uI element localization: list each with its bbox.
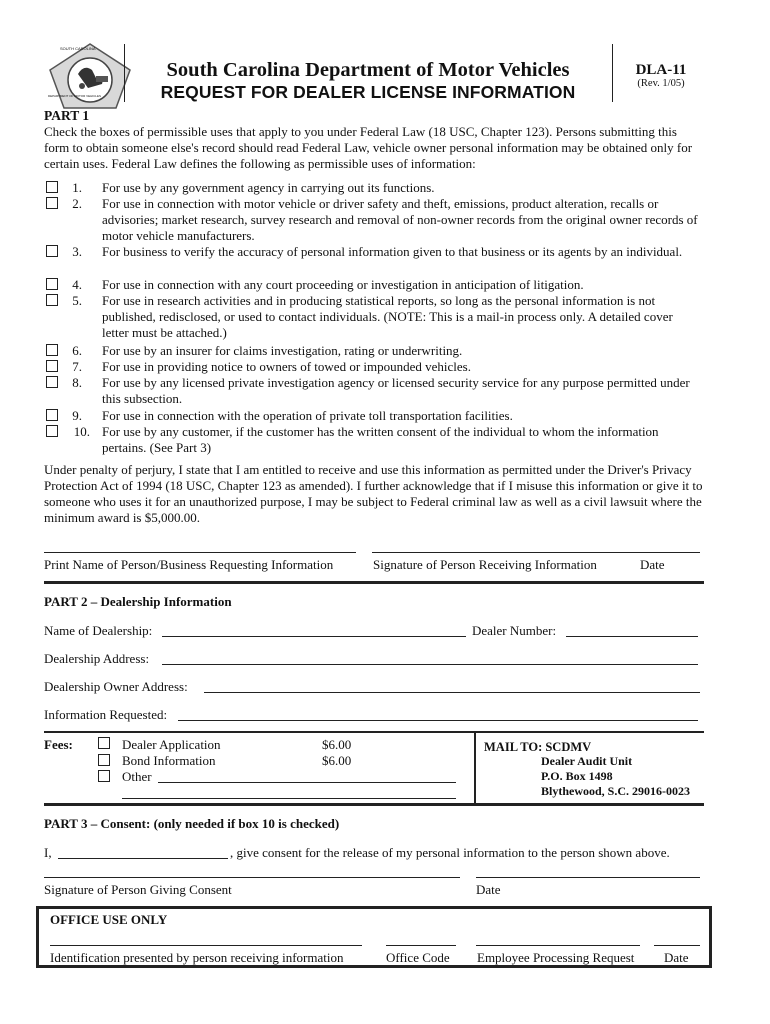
item-number: 7. [72,359,82,374]
permissible-use-10: For use by any customer, if the customer has the written consent of the individual to whom the information pertains. (See Part 3) [102,424,659,455]
item-number: 9. [72,408,82,423]
item-number: 3. [72,244,82,259]
checkbox-use-7[interactable] [46,360,58,372]
info-requested-label: Information Requested: [44,707,168,722]
fee-dealer-application: Dealer Application [122,737,221,752]
consent-date-label: Date [476,882,501,897]
office-date-line[interactable] [654,945,700,946]
fee-amount-application: $6.00 [322,737,352,752]
print-name-line[interactable] [44,552,356,553]
checkbox-use-5[interactable] [46,294,58,306]
print-name-label: Print Name of Person/Business Requesting Information [44,557,334,572]
info-requested-field[interactable] [178,720,698,721]
item-number: 6. [72,343,82,358]
permissible-use-4: For use in connection with any court proceeding or investigation in anticipation of litigation. [102,277,584,292]
other-field-line2[interactable] [122,798,456,799]
permissible-use-2: For use in connection with motor vehicle or driver safety and theft, emissions, product alteration, recalls or advisories; market research, survey research and removal of non-owner records from the original owner records of motor vehicle manufacturers. [102,196,698,243]
fees-label: Fees: [44,737,73,752]
fee-amount-bond: $6.00 [322,753,352,768]
permissible-use-3: For business to verify the accuracy of personal information given to that business or its agents by an individual. [102,244,683,259]
item-number: 10. [73,424,90,439]
date-label: Date [640,557,665,572]
section-rule [44,581,704,584]
checkbox-dealer-application[interactable] [98,737,110,749]
checkbox-use-8[interactable] [46,376,58,388]
consent-signature-line[interactable] [44,877,460,878]
checkbox-use-9[interactable] [46,409,58,421]
employee-label: Employee Processing Request [477,950,635,965]
mail-line-1: Dealer Audit Unit [541,754,633,768]
consent-text: , give consent for the release of my personal information to the person shown above. [230,845,670,860]
seal-text-top: SOUTH CAROLINA [60,46,96,51]
header-divider-right [612,44,613,102]
office-use-heading: OFFICE USE ONLY [50,912,168,927]
other-field[interactable] [158,782,456,783]
checkbox-use-4[interactable] [46,278,58,290]
dealership-address-label: Dealership Address: [44,651,150,666]
form-number: DLA-11 [635,62,687,78]
consent-signature-label: Signature of Person Giving Consent [44,882,232,897]
dealer-number-label: Dealer Number: [472,623,557,638]
mail-line-2: P.O. Box 1498 [541,769,613,783]
perjury-statement: Under penalty of perjury, I state that I am entitled to receive and use this information as permitted under the Driver's Privacy Protection Act of 1994 (18 USC, Chapter 123 as amended). I further acknowledge that if I misuse this information or give it to someone who uses it for an unauthorized purpose, I may be subject to Federal criminal law as well as a civil lawsuit where the minimum award is $5,000.00. [44,462,703,525]
checkbox-other[interactable] [98,770,110,782]
permissible-use-6: For use by an insurer for claims investigation, rating or underwriting. [102,343,463,358]
dealer-number-field[interactable] [566,636,698,637]
permissible-use-5: For use in research activities and in producing statistical reports, so long as the personal information is not published, redisclosed, or used to contact individuals. (NOTE: This is a mail-in process only. A detailed cover letter must be attached.) [102,293,673,340]
id-presented-line[interactable] [50,945,362,946]
item-number: 4. [72,277,82,292]
part1-heading: PART 1 [44,108,90,123]
owner-address-field[interactable] [204,692,700,693]
permissible-use-7: For use in providing notice to owners of towed or impounded vehicles. [102,359,471,374]
fee-bond-information: Bond Information [122,753,216,768]
owner-address-label: Dealership Owner Address: [44,679,188,694]
dealership-address-field[interactable] [162,664,698,665]
consent-name-field[interactable] [58,858,228,859]
signature-line[interactable] [372,552,700,553]
permissible-use-1: For use by any government agency in carrying out its functions. [102,180,435,195]
department-name: South Carolina Department of Motor Vehicles [166,59,570,81]
checkbox-use-10[interactable] [46,425,58,437]
form-revision: (Rev. 1/05) [637,78,685,89]
checkbox-use-3[interactable] [46,245,58,257]
checkbox-use-2[interactable] [46,197,58,209]
item-number: 5. [72,293,82,308]
mail-line-3: Blythewood, S.C. 29016-0023 [541,784,691,798]
fee-other: Other [122,769,152,784]
item-number: 2. [72,196,82,211]
fees-top-rule [44,731,704,733]
mail-to: MAIL TO: SCDMV [484,740,592,754]
consent-prefix: I, [44,845,52,860]
checkbox-bond-information[interactable] [98,754,110,766]
office-date-label: Date [664,950,689,965]
consent-date-line[interactable] [476,877,700,878]
item-number: 8. [72,375,82,390]
part1-intro: Check the boxes of permissible uses that apply to you under Federal Law (18 USC, Chapter 123). Persons submitting this form to obtain someone else's record should read Federal Law, vehicle owner personal information may be obtained only for certain uses. Federal Law defines the following as permissible uses of information: [44,124,693,171]
section-rule [44,803,704,806]
form-title: REQUEST FOR DEALER LICENSE INFORMATION [160,82,576,102]
part2-heading: PART 2 – Dealership Information [44,594,232,609]
permissible-use-8: For use by any licensed private investigation agency or licensed security service for any purpose permitted under this subsection. [102,375,690,406]
id-presented-label: Identification presented by person receiving information [50,950,344,965]
permissible-use-9: For use in connection with the operation of private toll transportation facilities. [102,408,513,423]
item-number: 1. [72,180,82,195]
mail-box-divider [474,731,476,803]
office-code-label: Office Code [386,950,450,965]
signature-label: Signature of Person Receiving Information [373,557,597,572]
checkbox-use-1[interactable] [46,181,58,193]
seal-text-bottom: DEPARTMENT OF MOTOR VEHICLES [48,94,101,98]
dealership-name-label: Name of Dealership: [44,623,153,638]
checkbox-use-6[interactable] [46,344,58,356]
office-code-line[interactable] [386,945,456,946]
dealership-name-field[interactable] [162,636,466,637]
part3-heading: PART 3 – Consent: (only needed if box 10 is checked) [44,816,340,831]
employee-line[interactable] [476,945,640,946]
